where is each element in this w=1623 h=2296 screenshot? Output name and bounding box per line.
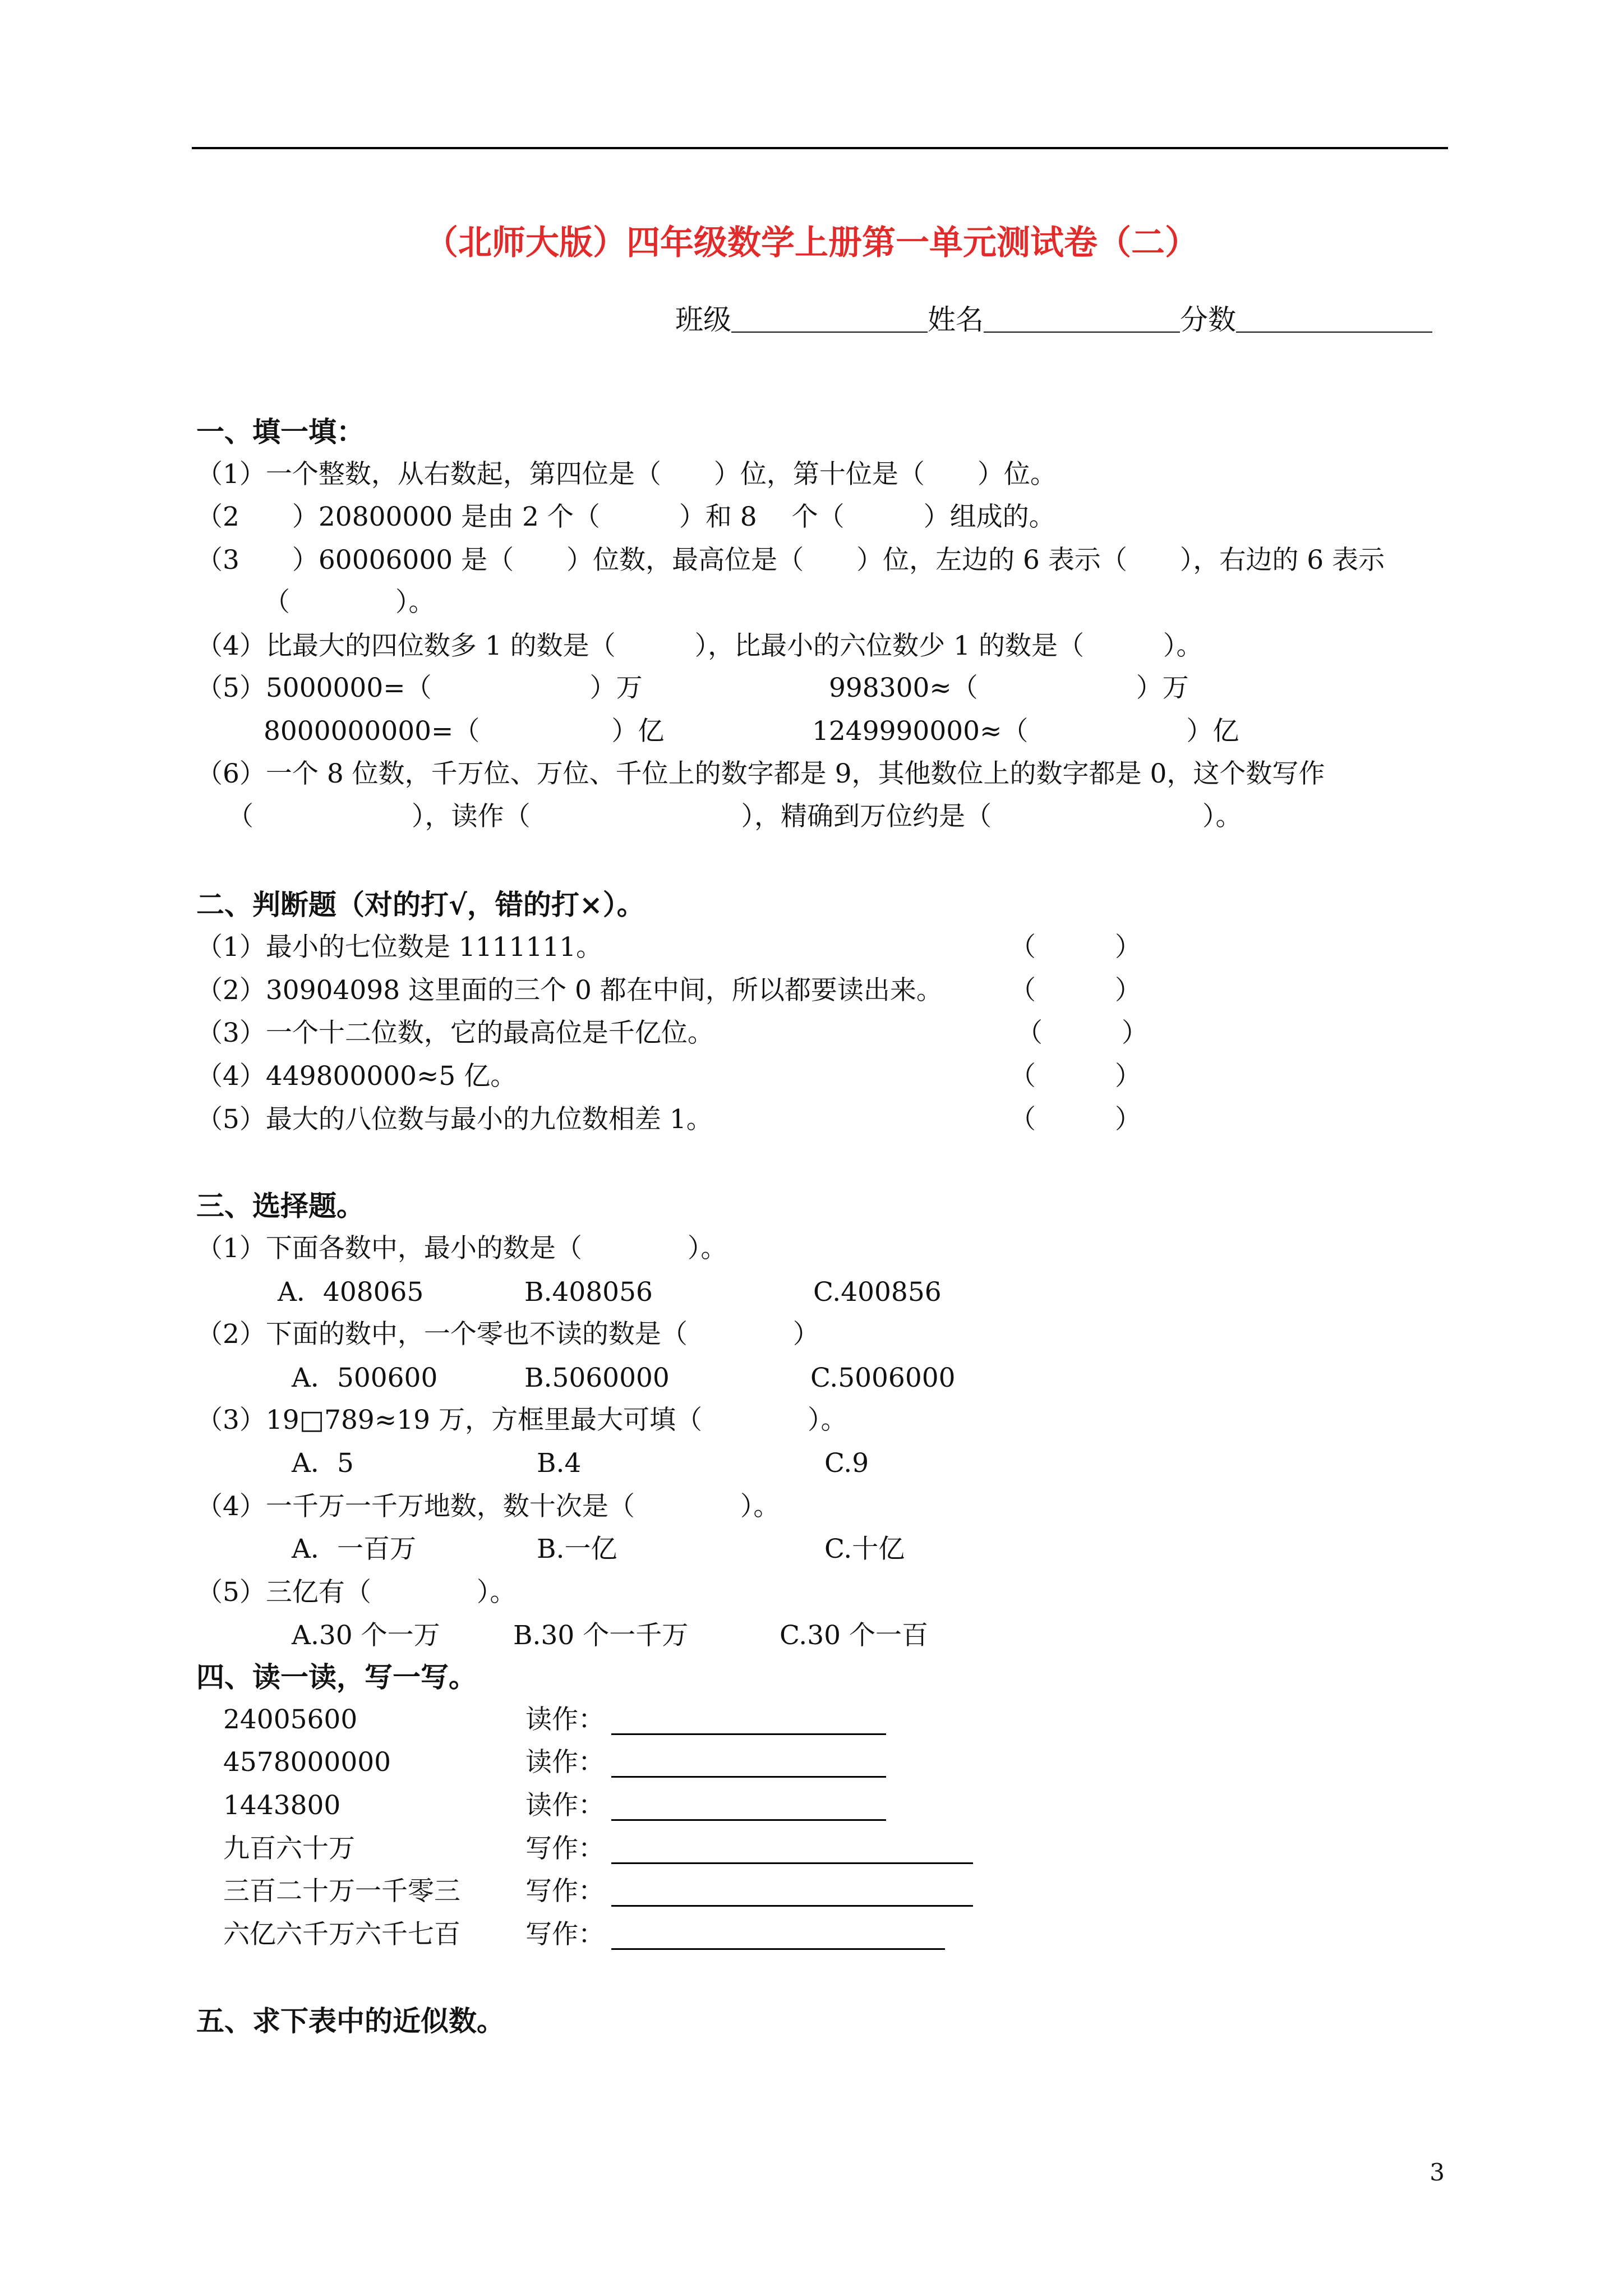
s4-row-4-item: 九百六十万 [223,1833,355,1864]
s3-question-4: （4）一千万一千万地数，数十次是（ ）。 [196,1491,780,1522]
s2-item-2: （2）30904098 这里面的三个 0 都在中间，所以都要读出来。 [196,975,943,1006]
s4-row-6-label: 写作： [525,1919,605,1950]
s4-row-3-answer-line[interactable] [611,1819,886,1821]
s3-q4-option-b: B.一亿 [537,1534,617,1565]
s2-paren-2: （ ） [1009,975,1141,1006]
student-info: 班级＿＿＿＿＿＿＿姓名＿＿＿＿＿＿＿分数＿＿＿＿＿＿＿ [675,303,1432,336]
s2-item-1: （1）最小的七位数是 1111111。 [196,932,603,963]
s1-line-1: （1）一个整数，从右数起，第四位是（ ）位，第十位是（ ）位。 [196,459,1057,490]
s4-row-2-item: 4578000000 [223,1747,391,1778]
s4-row-3-item: 1443800 [223,1790,341,1821]
s3-q3-option-a: A．5 [292,1448,354,1479]
s1-line-5b: 998300≈（ ）万 [829,673,1189,703]
s4-row-5-answer-line[interactable] [611,1905,973,1907]
s4-row-5-label: 写作： [525,1876,605,1907]
s2-item-4: （4）449800000≈5 亿。 [196,1061,517,1092]
s3-question-2: （2）下面的数中，一个零也不读的数是（ ） [196,1319,819,1350]
s4-row-2-label: 读作： [525,1747,605,1778]
s4-row-4-label: 写作： [525,1833,605,1864]
s3-question-3: （3）19□789≈19 万，方框里最大可填（ ）。 [196,1405,847,1435]
s2-paren-1: （ ） [1009,932,1141,963]
s3-question-5: （5）三亿有（ ）。 [196,1577,517,1608]
s3-q5-option-c: C.30 个一百 [780,1620,928,1651]
s2-item-3: （3）一个十二位数，它的最高位是千亿位。 [196,1018,714,1048]
s4-row-5-item: 三百二十万一千零三 [223,1876,460,1907]
s1-line-5d: 1249990000≈（ ）亿 [812,716,1239,747]
s4-row-2-answer-line[interactable] [611,1776,886,1778]
s2-paren-3: （ ） [1016,1018,1148,1048]
s1-line-3-cont: （ ）。 [264,587,435,618]
s1-line-5c: 8000000000=（ ）亿 [264,716,665,747]
s3-q1-option-b: B.408056 [524,1277,653,1308]
s3-q4-option-c: C.十亿 [824,1534,905,1565]
s1-line-2: （2 ）20800000 是由 2 个（ ）和 8 个（ ）组成的。 [196,501,1055,532]
s2-paren-5: （ ） [1009,1104,1141,1135]
header-rule [192,147,1448,149]
s2-paren-4: （ ） [1009,1061,1141,1092]
section-5-heading: 五、求下表中的近似数。 [196,2004,505,2037]
s1-line-3: （3 ）60006000 是（ ）位数，最高位是（ ）位，左边的 6 表示（ ），右边的 6 表示 [196,545,1385,576]
page-number: 3 [1430,2159,1445,2186]
s4-row-6-item: 六亿六千万六千七百 [223,1919,460,1950]
s4-row-6-answer-line[interactable] [611,1948,945,1950]
section-2-heading: 二、判断题（对的打√，错的打×）。 [196,888,645,921]
s4-row-3-label: 读作： [525,1790,605,1821]
s1-line-4: （4）比最大的四位数多 1 的数是（ ），比最小的六位数少 1 的数是（ ）。 [196,631,1203,661]
s3-q2-option-a: A．500600 [292,1363,438,1393]
s3-q1-option-a: A．408065 [278,1277,424,1308]
s3-q4-option-a: A．一百万 [292,1534,416,1565]
s3-question-1: （1）下面各数中，最小的数是（ ）。 [196,1233,727,1264]
s4-row-1-item: 24005600 [223,1704,358,1735]
section-3-heading: 三、选择题。 [196,1189,365,1222]
s3-q5-option-b: B.30 个一千万 [513,1620,689,1651]
s3-q3-option-c: C.9 [824,1448,869,1479]
s3-q1-option-c: C.400856 [813,1277,942,1308]
s3-q3-option-b: B.4 [537,1448,582,1479]
s2-item-5: （5）最大的八位数与最小的九位数相差 1。 [196,1104,713,1135]
s4-row-1-label: 读作： [525,1704,605,1735]
s3-q2-option-c: C.5006000 [810,1363,956,1393]
s3-q5-option-a: A.30 个一万 [292,1620,440,1651]
s3-q2-option-b: B.5060000 [524,1363,670,1393]
section-4-heading: 四、读一读，写一写。 [196,1660,477,1694]
section-1-heading: 一、填一填： [196,415,365,448]
s1-line-5a: （5）5000000=（ ）万 [196,673,643,703]
s1-line-6-cont: （ ），读作（ ），精确到万位约是（ ）。 [227,801,1242,832]
s1-line-6: （6）一个 8 位数，千万位、万位、千位上的数字都是 9，其他数位上的数字都是 0，这个数写作 [196,758,1325,789]
s4-row-4-answer-line[interactable] [611,1862,973,1864]
s4-row-1-answer-line[interactable] [611,1733,886,1735]
page-title: （北师大版）四年级数学上册第一单元测试卷（二） [425,223,1198,263]
